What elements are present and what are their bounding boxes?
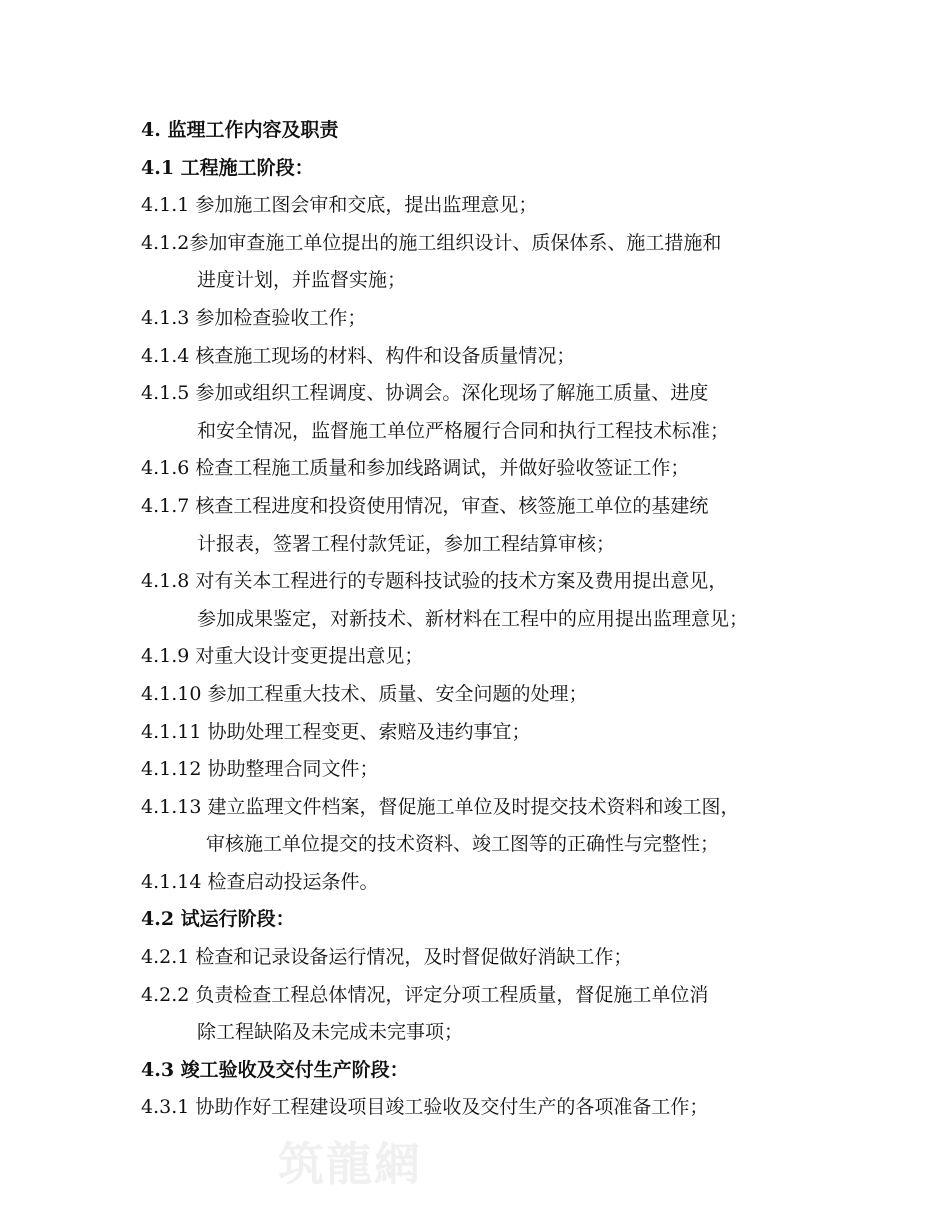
section-heading: 4. 监理工作内容及职责 <box>141 119 339 141</box>
text-line: 4.1.7 核查工程进度和投资使用情况，审查、核签施工单位的基建统 <box>141 494 709 517</box>
text-line: 4.1.3 参加检查验收工作； <box>141 306 367 329</box>
text-line: 进度计划，并监督实施； <box>197 269 407 292</box>
text-line: 4.1.10 参加工程重大技术、质量、安全问题的处理； <box>141 682 588 705</box>
section-heading: 4.2 试运行阶段： <box>141 908 295 931</box>
text-line: 参加成果鉴定，对新技术、新材料在工程中的应用提出监理意见； <box>197 607 749 630</box>
text-line: 和安全情况，监督施工单位严格履行合同和执行工程技术标准； <box>197 419 730 442</box>
text-line: 除工程缺陷及未完成未完事项； <box>197 1021 464 1044</box>
section-heading: 4.3 竣工验收及交付生产阶段： <box>141 1058 409 1081</box>
text-line: 4.2.1 检查和记录设备运行情况，及时督促做好消缺工作； <box>141 946 633 969</box>
text-line: 4.1.5 参加或组织工程调度、协调会。深化现场了解施工质量、进度 <box>141 382 709 405</box>
text-line: 4.3.1 协助作好工程建设项目竣工验收及交付生产的各项准备工作； <box>141 1096 709 1119</box>
text-line: 4.1.4 核查施工现场的材料、构件和设备质量情况； <box>141 344 576 367</box>
watermark-logo: 筑龍網 <box>278 1137 422 1191</box>
text-line: 4.2.2 负责检查工程总体情况，评定分项工程质量，督促施工单位消 <box>141 983 709 1006</box>
document-body <box>141 112 831 1127</box>
text-line: 4.1.11 协助处理工程变更、索赔及违约事宜； <box>141 720 531 743</box>
section-heading: 4.1 工程施工阶段： <box>141 156 314 179</box>
text-line: 4.1.2参加审查施工单位提出的施工组织设计、质保体系、施工措施和 <box>141 231 722 254</box>
text-line: 4.1.12 协助整理合同文件； <box>141 758 379 781</box>
text-line: 4.1.13 建立监理文件档案，督促施工单位及时提交技术资料和竣工图， <box>141 795 740 818</box>
text-line: 4.1.8 对有关本工程进行的专题科技试验的技术方案及费用提出意见， <box>141 570 728 593</box>
text-line: 计报表，签署工程付款凭证，参加工程结算审核； <box>197 532 616 555</box>
text-line: 审核施工单位提交的技术资料、竣工图等的正确性与完整性； <box>206 833 720 856</box>
text-line: 4.1.6 检查工程施工质量和参加线路调试，并做好验收签证工作； <box>141 457 690 480</box>
text-line: 4.1.14 检查启动投运条件。 <box>141 870 379 893</box>
text-line: 4.1.9 对重大设计变更提出意见； <box>141 645 424 668</box>
text-line: 4.1.1 参加施工图会审和交底，提出监理意见； <box>141 194 538 217</box>
